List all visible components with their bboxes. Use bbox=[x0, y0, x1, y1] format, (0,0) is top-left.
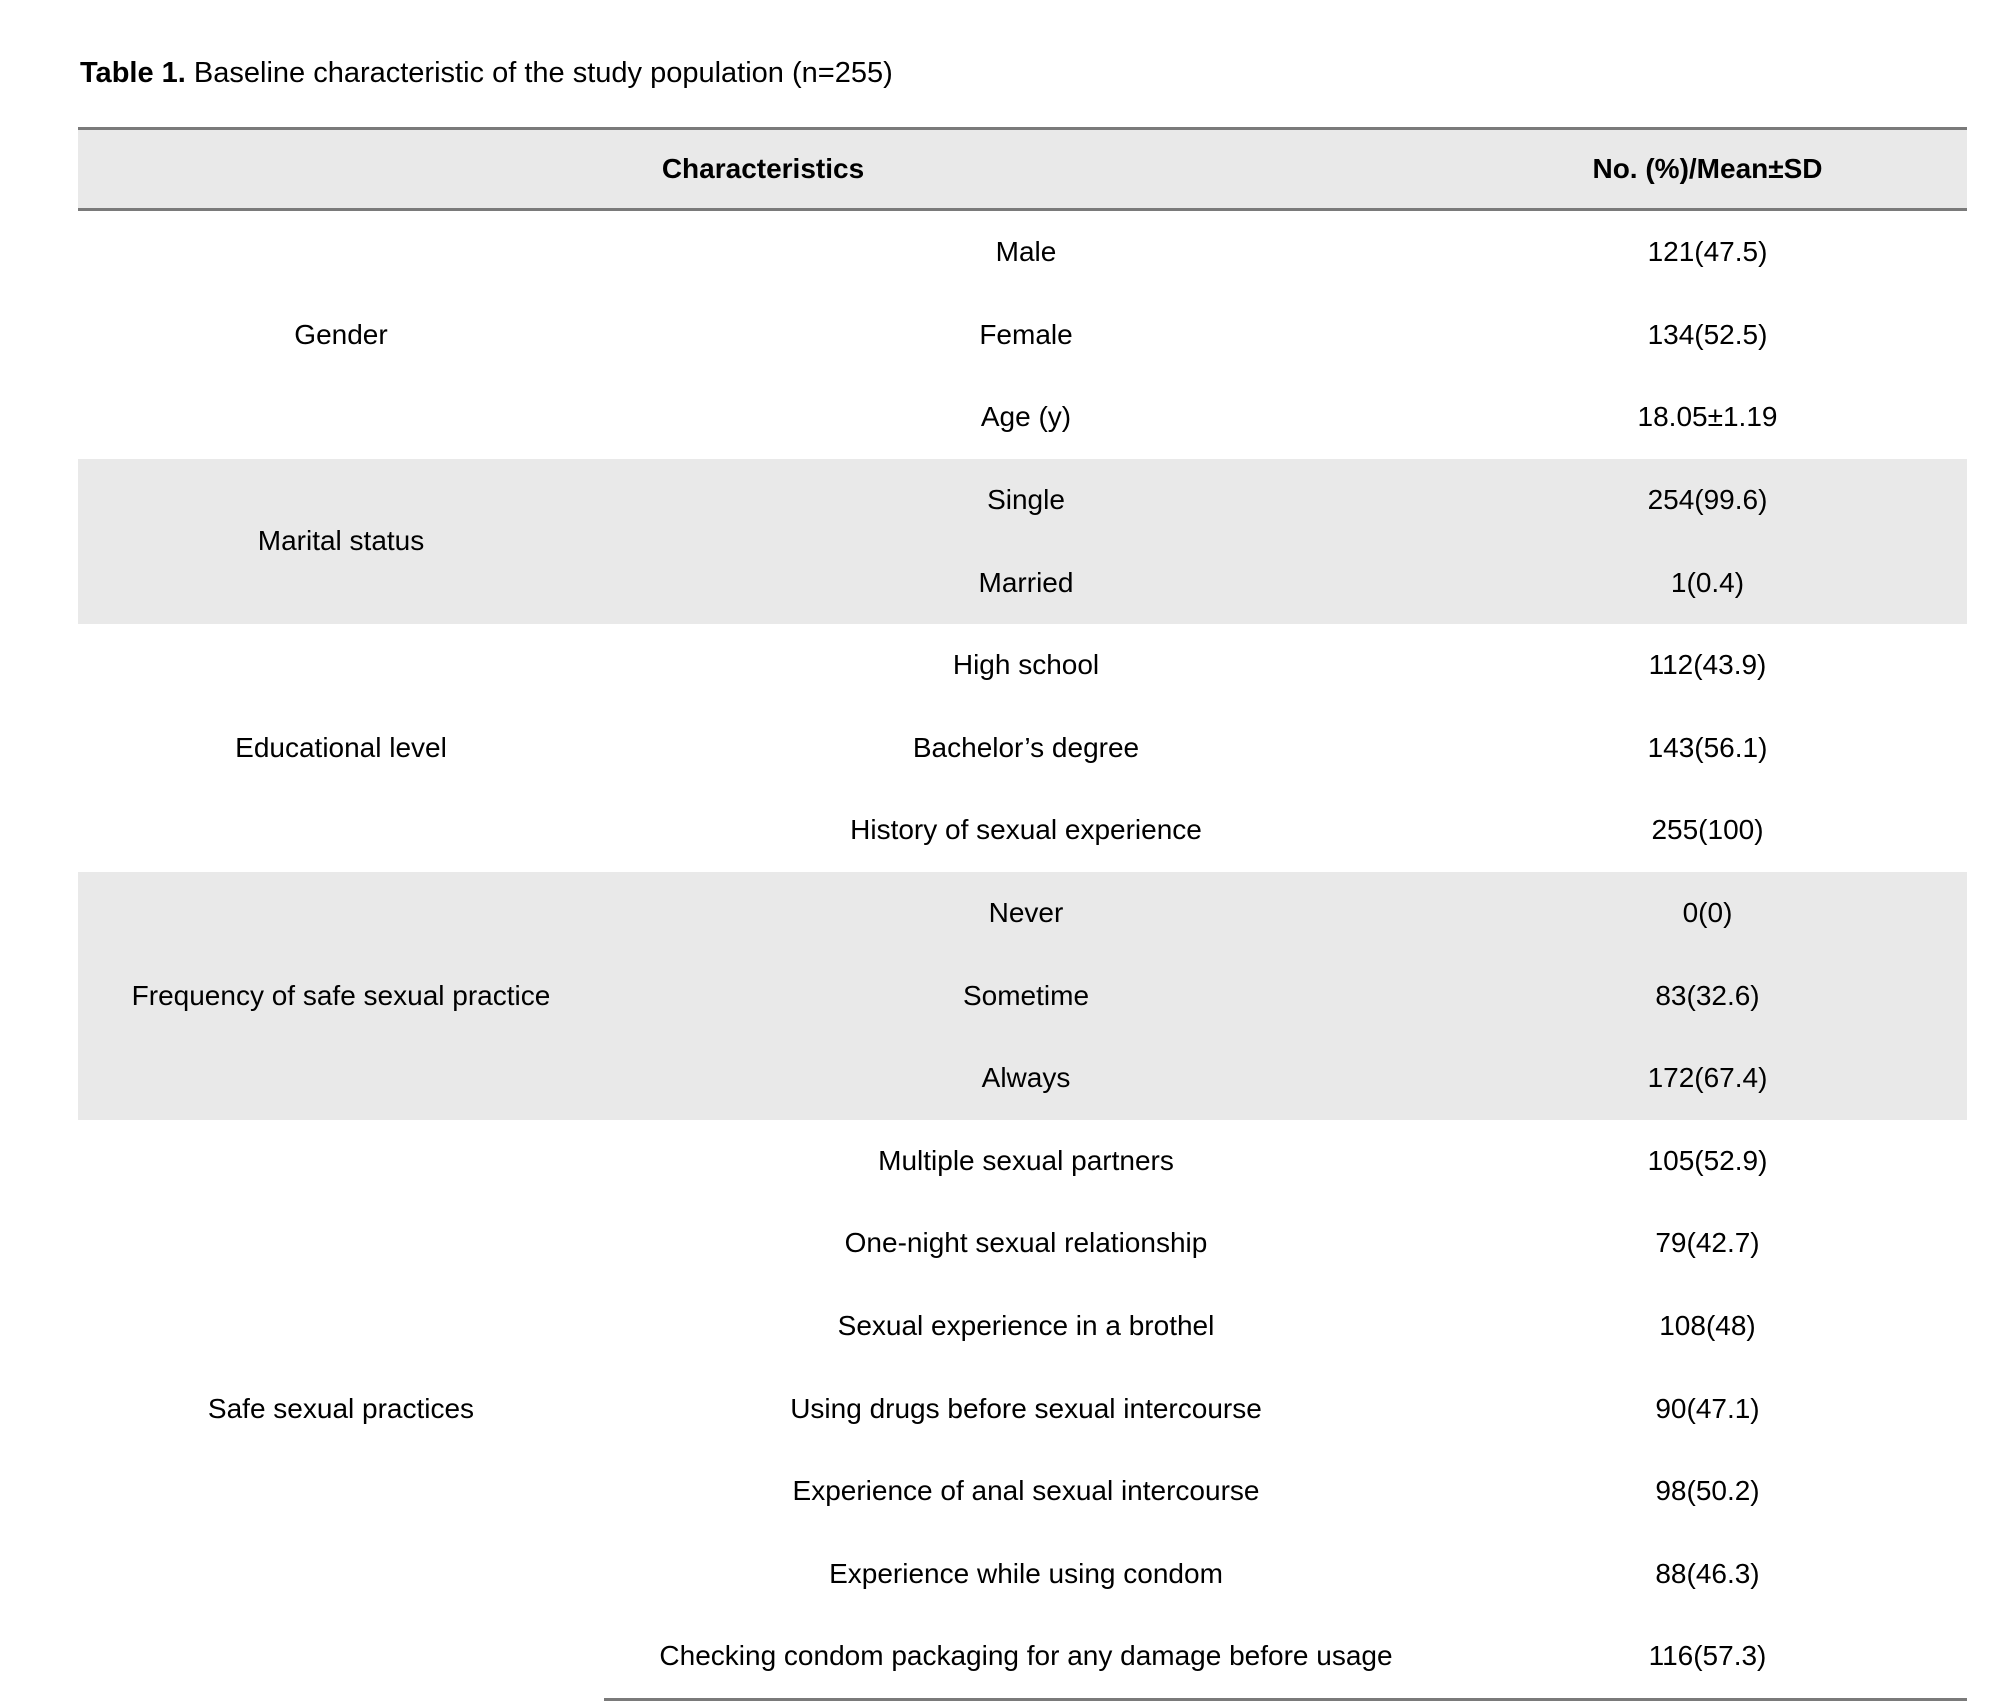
row-value: 79(42.7) bbox=[1655, 1227, 1760, 1259]
table-header-row bbox=[78, 129, 1967, 210]
row-item: Multiple sexual partners bbox=[878, 1144, 1174, 1176]
row-value: 83(32.6) bbox=[1448, 954, 1967, 1037]
table-caption bbox=[80, 56, 893, 90]
row-item: Age (y) bbox=[980, 401, 1072, 433]
group-label: Educational level bbox=[235, 731, 447, 763]
row-value: 172(67.4) bbox=[1448, 1037, 1967, 1120]
table-label: Table 1. bbox=[80, 57, 186, 89]
row-item: Experience of anal sexual intercourse bbox=[792, 1475, 1260, 1507]
table-row bbox=[78, 1120, 1967, 1203]
table-row bbox=[78, 624, 1967, 707]
row-item: History of sexual experience bbox=[850, 814, 1202, 846]
header-characteristics: Characteristics bbox=[78, 129, 1448, 210]
table-row bbox=[78, 872, 1967, 955]
table-row bbox=[78, 459, 1967, 542]
row-value: 134(52.5) bbox=[1647, 318, 1768, 350]
table-row bbox=[78, 210, 1967, 294]
row-value: 143(56.1) bbox=[1647, 731, 1768, 763]
row-value: 108(48) bbox=[1659, 1310, 1756, 1342]
row-value: 112(43.9) bbox=[1648, 649, 1767, 681]
row-value: 18.05±1.19 bbox=[1637, 401, 1778, 433]
group-label: Safe sexual practices bbox=[207, 1393, 475, 1425]
row-value: 90(47.1) bbox=[1655, 1392, 1760, 1424]
row-item: Bachelor’s degree bbox=[912, 731, 1140, 763]
baseline-table bbox=[78, 127, 1967, 1701]
row-item: Female bbox=[979, 318, 1073, 350]
row-value: 105(52.9) bbox=[1647, 1144, 1768, 1176]
row-item: Checking condom packaging for any damage before usage bbox=[604, 1615, 1448, 1699]
group-label: Frequency of safe sexual practice bbox=[78, 872, 604, 1120]
row-item: Experience while using condom bbox=[829, 1557, 1223, 1589]
row-value: 254(99.6) bbox=[1448, 459, 1967, 542]
row-item: Always bbox=[604, 1037, 1448, 1120]
table-caption-text: Baseline characteristic of the study population (n=255) bbox=[185, 57, 893, 89]
row-value: 1(0.4) bbox=[1448, 541, 1967, 624]
row-item: High school bbox=[952, 649, 1100, 681]
row-item: One-night sexual relationship bbox=[844, 1227, 1208, 1259]
row-item: Sexual experience in a brothel bbox=[837, 1310, 1215, 1342]
row-value: 255(100) bbox=[1651, 814, 1764, 846]
row-item: Using drugs before sexual intercourse bbox=[790, 1392, 1262, 1424]
row-value: 0(0) bbox=[1448, 872, 1967, 955]
row-value: 116(57.3) bbox=[1448, 1615, 1967, 1699]
row-value: 88(46.3) bbox=[1655, 1557, 1760, 1589]
row-item: Single bbox=[604, 459, 1448, 542]
row-item: Never bbox=[604, 872, 1448, 955]
row-item: Sometime bbox=[604, 954, 1448, 1037]
group-label: Gender bbox=[294, 318, 388, 350]
group-label: Marital status bbox=[78, 459, 604, 624]
row-value: 98(50.2) bbox=[1655, 1475, 1760, 1507]
row-value: 121(47.5) bbox=[1647, 236, 1768, 268]
header-value: No. (%)/Mean±SD bbox=[1448, 129, 1967, 210]
row-item: Male bbox=[995, 236, 1057, 268]
row-item: Married bbox=[604, 541, 1448, 624]
